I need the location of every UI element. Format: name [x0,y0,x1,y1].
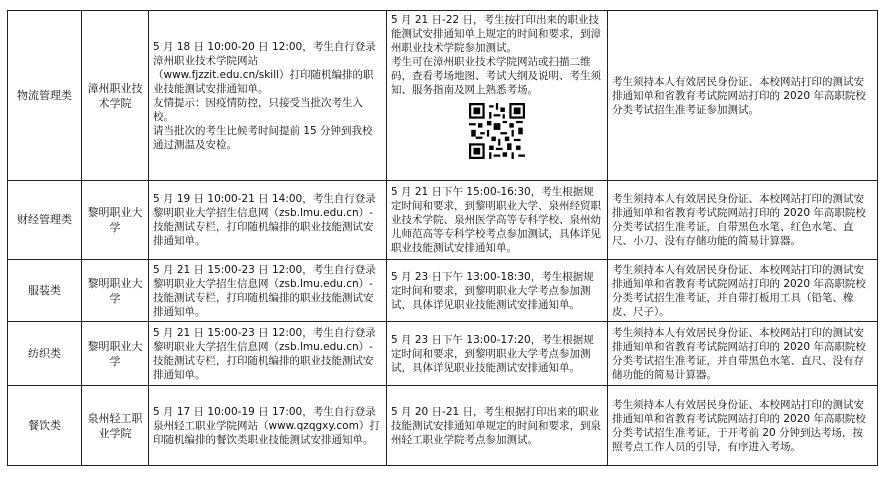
required-documents-cell: 考生须持本人有效居民身份证、本校网站打印的测试安排通知单和省教育考试院网站打印的 2020 年高职院校分类考试招生准考证参加测试。 [608,11,878,181]
required-documents-cell: 考生须持本人有效居民身份证、本校网站打印的测试安排通知单和省教育考试院网站打印的 2020 年高职院校分类考试招生准考证，并自带打板用工具（铅笔、橡皮、尺子）。 [608,260,878,322]
table-row [8,322,878,386]
print-notice-tip: 友情提示：因疫情防控，只接受当批次考生入校。 [153,96,363,123]
test-arrangement-cell: 5 月 23 日下午 13:00-17:20，考生根据规定时间和要求，到黎明职业大学考点参加测试，具体详见职业技能测试安排通知单。 [387,322,608,386]
school-cell: 漳州职业技术学院 [82,11,149,181]
table-row [8,11,878,181]
school-cell: 泉州轻工职业学院 [82,386,149,466]
print-notice-cell: 5 月 19 日 10:00-21 日 14:00，考生自行登录黎明职业大学招生信息网（zsb.lmu.edu.cn）-技能测试专栏，打印随机编排的职业技能测试安排通知单。 [149,181,387,260]
required-documents-cell: 考生须持本人有效居民身份证、本校网站打印的测试安排通知单和省教育考试院网站打印的 2020 年高职院校分类考试招生准考证，自带黑色水笔、红色水笔、直尺、小刀、没有存储功能的简易计算器。 [608,181,878,260]
print-notice-text: 5 月 18 日 10:00-20 日 12:00，考生自行登录漳州职业技术学院网站（www.fjzzit.edu.cn/skill）打印随机编排的职业技能测试安排通知单。 [153,40,376,95]
table-row [8,181,878,260]
test-arrangement-cell: 5 月 20 日-21 日，考生根据打印出来的职业技能测试安排通知单规定的时间和要求，到泉州轻工职业学院考点参加测试。 [387,386,608,466]
category-cell: 餐饮类 [8,386,82,466]
category-cell: 财经管理类 [8,181,82,260]
test-arrangement-cell: 5 月 21 日下午 15:00-16:30，考生根据规定时间和要求，到黎明职业大学、泉州经贸职业技术学院、泉州医学高等专科学校、泉州幼儿师范高等专科学校考点参加测试，具体详见职业技能测试安排通知单。 [387,181,608,260]
category-cell: 纺织类 [8,322,82,386]
print-notice-cell: 5 月 21 日 15:00-23 日 12:00，考生自行登录黎明职业大学招生信息网（zsb.lmu.edu.cn）-技能测试专栏，打印随机编排的职业技能测试安排通知单。 [149,260,387,322]
category-cell: 物流管理类 [8,11,82,181]
test-arrangement-cell: 5 月 23 日下午 13:00-18:30，考生根据规定时间和要求，到黎明职业大学考点参加测试，具体详见职业技能测试安排通知单。 [387,260,608,322]
print-notice-cell [149,11,387,181]
print-notice-cell: 5 月 17 日 10:00-19 日 17:00，考生自行登录泉州轻工职业学院网站（www.qzqgxy.com）打印随机编排的餐饮类职业技能测试安排通知单。 [149,386,387,466]
qr-code-icon [469,103,525,159]
school-cell: 黎明职业大学 [82,181,149,260]
table-row [8,260,878,322]
required-documents-cell: 考生须持本人有效居民身份证、本校网站打印的测试安排通知单和省教育考试院网站打印的 2020 年高职院校分类考试招生准考证，于开考前 20 分钟到达考场，按照考点工作人员的引导，有序进入考场。 [608,386,878,466]
test-arrangement-info: 考生可在漳州职业技术学院网站或扫描二维码，查看考场地图、考试大纲及说明、考生须知、服务指南及网上熟悉考场。 [391,56,601,96]
category-cell: 服装类 [8,260,82,322]
table-row [8,386,878,466]
school-cell: 黎明职业大学 [82,322,149,386]
exam-schedule-table [7,10,878,466]
print-notice-arrival: 请当批次的考生比候考时间提前 15 分钟到我校通过测温及安检。 [153,124,373,151]
school-cell: 黎明职业大学 [82,260,149,322]
test-arrangement-cell [387,11,608,181]
test-arrangement-text: 5 月 21 日-22 日，考生按打印出来的职业技能测试安排通知单上规定的时间和要求，到漳州职业技术学院参加测试。 [391,14,601,54]
print-notice-cell: 5 月 21 日 15:00-23 日 12:00，考生自行登录黎明职业大学招生信息网（zsb.lmu.edu.cn）-技能测试专栏，打印随机编排的职业技能测试安排通知单。 [149,322,387,386]
required-documents-cell: 考生须持本人有效居民身份证、本校网站打印的测试安排通知单和省教育考试院网站打印的 2020 年高职院校分类考试招生准考证，并自带黑色水笔、直尺、没有存储功能的简易计算器。 [608,322,878,386]
